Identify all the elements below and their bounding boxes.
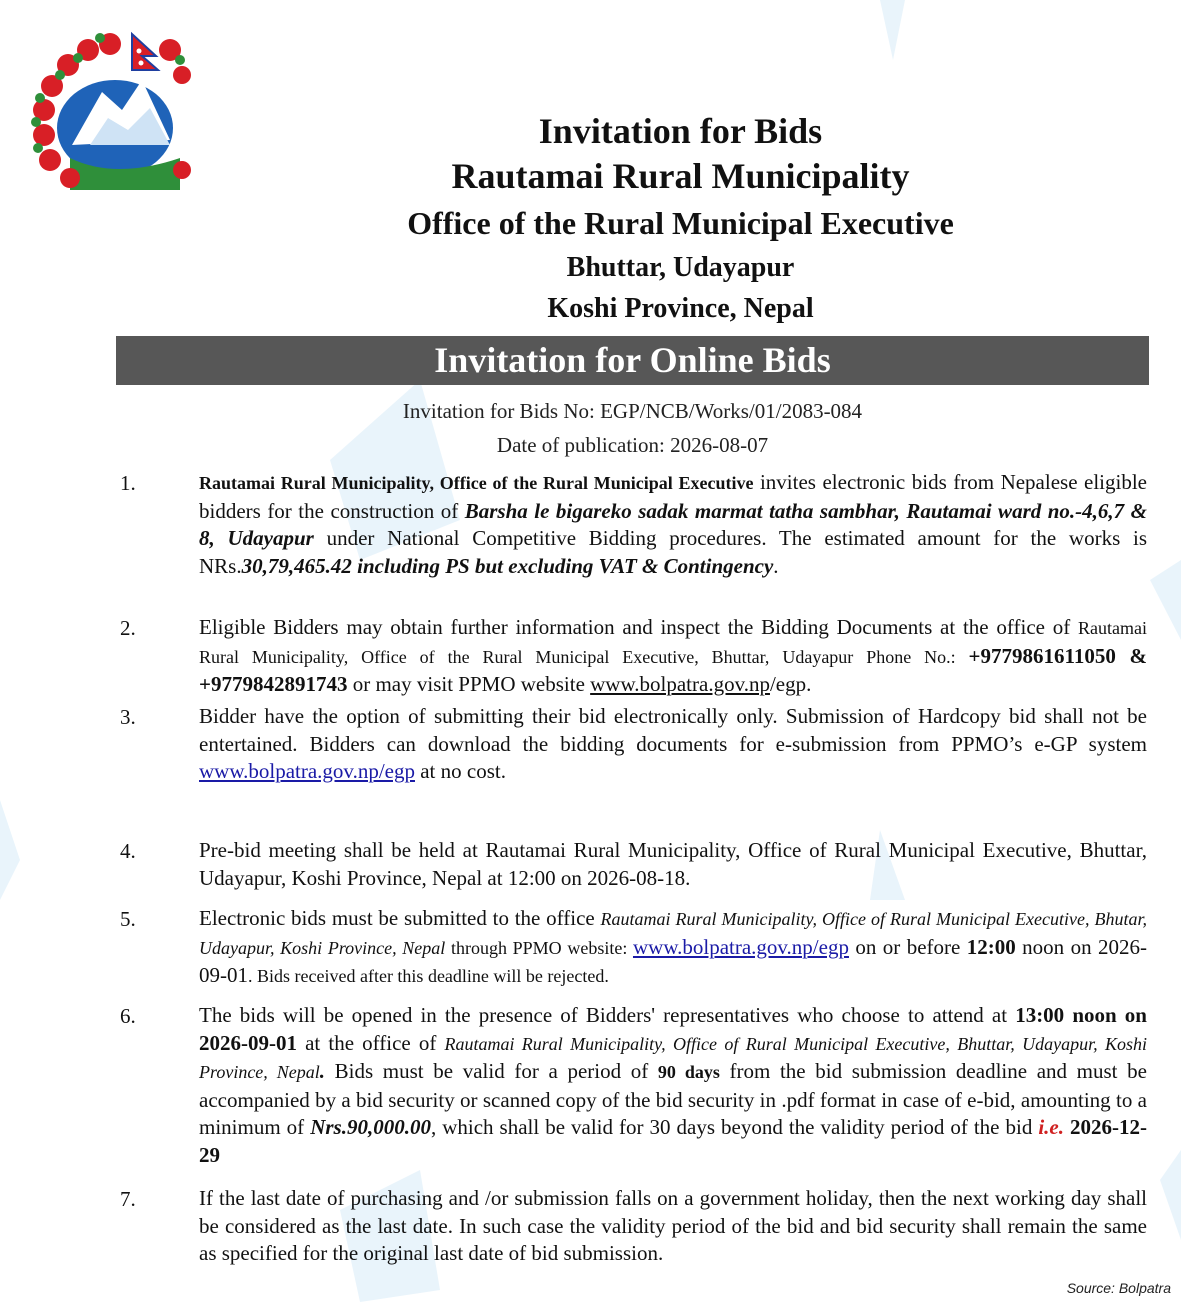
egp-link-2[interactable]: www.bolpatra.gov.np/egp [632,934,849,959]
title-office: Office of the Rural Municipal Executive [407,205,954,241]
nepal-emblem-logo [30,30,192,190]
item-text-6: The bids will be opened in the presence of Bidders' representatives who choose to attend at 13:00 noon on 2026-09-01 at the office of Rautamai Rural Municipality, Office of Rural Municipal Executive, Bhuttar, Udayapur, Koshi Province, Nepal. Bids must be valid for a period of 90 days from the bid submission deadline and must be accompanied by a bid security or scanned copy of the bid security in .pdf format in case of e-bid, amounting to a minimum of Nrs.90,000.00, which shall be valid for 30 days beyond the validity period of the bid i.e. 2026-12-29 [199,1003,1147,1167]
item-number-4: 4. [120,839,136,863]
ifb-number: Invitation for Bids No: EGP/NCB/Works/01/2083-084 [402,399,863,423]
egp-link-1[interactable]: www.bolpatra.gov.np/egp [199,759,415,783]
title-invitation-for-bids: Invitation for Bids [538,111,823,151]
item-text-5: Electronic bids must be submitted to the office Rautamai Rural Municipality, Office of Rural Municipal Executive, Bhutar, Udayapur, Koshi Province, Nepal through PPMO website: www.bolpatra.gov.np/egp on or before 12:00 noon on 2026-09-01. Bids received after this deadline will be rejected. [199,906,1148,987]
title-province: Koshi Province, Nepal [547,293,814,324]
item-text-4: Pre-bid meeting shall be held at Rautamai Rural Municipality, Office of Rural Municipal Executive, Bhuttar, Udayapur, Koshi Province, Nepal at 12:00 on 2026-08-18. [199,838,1147,890]
item-number-3: 3. [120,705,136,729]
item-number-7: 7. [120,1187,136,1211]
item-number-2: 2. [120,616,136,640]
publication-date: Date of publication: 2026-08-07 [496,433,769,457]
item-text-1: Rautamai Rural Municipality, Office of the Rural Municipal Executive invites electronic bids from Nepalese eligible bidders for the construction of Barsha le bigareko sadak marmat tatha sambhar, Rautamai ward no.-4,6,7 & 8, Udayapur under National Competitive Bidding procedures. The estimated amount for the works is NRs.30,79,465.42 including PS but excluding VAT & Contingency. [199,470,1148,578]
item-number-1: 1. [120,471,136,495]
item-number-5: 5. [120,907,136,931]
online-bids-banner: Invitation for Online Bids [116,336,1149,385]
item-number-6: 6. [120,1004,136,1028]
source-credit: Source: Bolpatra [1066,1280,1171,1296]
title-municipality: Rautamai Rural Municipality [451,156,910,196]
title-address: Bhuttar, Udayapur [566,252,795,283]
ppmo-link-1[interactable]: www.bolpatra.gov.np [590,672,770,696]
item-text-2: Eligible Bidders may obtain further information and inspect the Bidding Documents at the office of Rautamai Rural Municipality, Office of the Rural Municipal Executive, Bhuttar, Udayapur Phone No.: +9779861611050 & +9779842891743 or may visit PPMO website www.bolpatra.gov.np/egp. [199,615,1147,696]
item-text-7: If the last date of purchasing and /or submission falls on a government holiday, then the next working day shall be considered as the last date. In such case the validity period of the bid and bid security shall remain the same as specified for the original last date of bid submission. [199,1186,1147,1265]
item-text-3: Bidder have the option of submitting their bid electronically only. Submission of Hardcopy bid shall not be entertained. Bidders can download the bidding documents for e-submission from PPMO’s e-GP system www.bolpatra.gov.np/egp at no cost. [199,704,1147,783]
